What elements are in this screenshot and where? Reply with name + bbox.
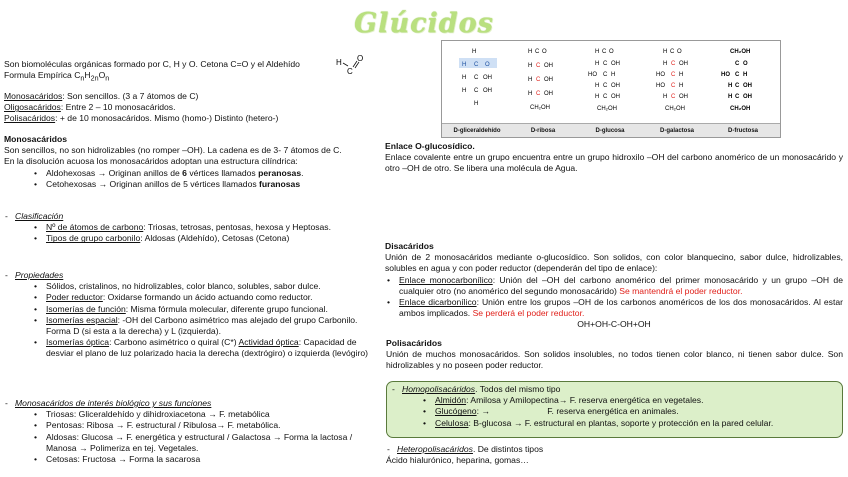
svg-text:C: C bbox=[735, 94, 740, 100]
svg-text:OH: OH bbox=[743, 83, 752, 89]
hetero-examples: Ácido hialurónico, heparina, gomas… bbox=[386, 455, 529, 466]
svg-text:C: C bbox=[474, 75, 479, 81]
svg-text:C: C bbox=[671, 94, 676, 100]
homo-item: • Almidón: Amilosa y Amilopectina→ F. reserva energética en vegetales. bbox=[421, 395, 836, 406]
mono-section bbox=[4, 134, 372, 190]
props-item: • Sólidos, cristalinos, no hidrolizables, color blanco, solubles, sabor dulce. bbox=[32, 281, 372, 292]
svg-text:H: H bbox=[663, 49, 668, 55]
svg-text:H: H bbox=[462, 62, 467, 68]
svg-text:C: C bbox=[602, 49, 607, 55]
svg-text:C: C bbox=[671, 83, 676, 89]
page-title: Glúcidos bbox=[354, 8, 494, 39]
mono-heading: Monosacáridos bbox=[4, 134, 68, 144]
svg-text:O: O bbox=[542, 49, 547, 55]
svg-text:HO: HO bbox=[721, 72, 730, 78]
svg-text:OH: OH bbox=[611, 83, 620, 89]
aldohexosas-item: • Aldohexosas → Originan anillos de 6 vértices llamados peranosas. bbox=[32, 168, 372, 179]
svg-text:OH: OH bbox=[483, 88, 492, 94]
aldehyde-c: C bbox=[347, 67, 353, 76]
svg-text:H: H bbox=[728, 83, 733, 89]
svg-text:C: C bbox=[535, 49, 540, 55]
svg-text:OH: OH bbox=[544, 77, 553, 83]
cetohexosas-item: • Cetohexosas → Originan anillos de 5 vértices llamados furanosas bbox=[32, 179, 372, 190]
svg-text:C: C bbox=[474, 88, 479, 94]
polisac-section bbox=[386, 338, 843, 372]
label-fructosa: D-fructosa bbox=[727, 128, 758, 135]
structures-drawing bbox=[442, 41, 780, 123]
formula-line: Formula Empírica $C_nH_{2n}O_n$ bbox=[4, 70, 110, 83]
svg-text:O: O bbox=[485, 62, 490, 68]
svg-text:H: H bbox=[595, 49, 600, 55]
clasificacion bbox=[4, 211, 372, 245]
class-item: Polisacáridos: + de 10 monosacáridos. Mismo (homo-) Distinto (hetero-) bbox=[4, 113, 279, 124]
hetero-heading: Heteropolisacáridos bbox=[397, 444, 473, 454]
interest-item: • Cetosas: Fructosa → Forma la sacarosa bbox=[32, 454, 372, 465]
polisac-text: Unión de muchos monosacáridos. Son solidos insolubles, no todos tienen color blanco, ni tienen sabor dulce. Son hidrolizables y no poseen poder reductor. bbox=[386, 349, 843, 371]
aldehyde-icon bbox=[333, 52, 367, 78]
svg-text:H: H bbox=[462, 88, 467, 94]
svg-text:H: H bbox=[528, 91, 533, 97]
intro bbox=[4, 59, 372, 84]
svg-text:O: O bbox=[743, 61, 748, 67]
svg-text:H: H bbox=[472, 49, 477, 55]
svg-text:H: H bbox=[528, 77, 533, 83]
svg-text:C: C bbox=[603, 61, 608, 67]
svg-text:H: H bbox=[663, 94, 668, 100]
svg-text:CH₂OH: CH₂OH bbox=[530, 105, 550, 111]
svg-text:C: C bbox=[603, 72, 608, 78]
interest-item: • Triosas: Gliceraldehído y dihidroxiacetona → F. metabólica bbox=[32, 409, 372, 420]
glucosa-structure bbox=[588, 49, 620, 112]
svg-text:OH: OH bbox=[679, 61, 688, 67]
homopolisacaridos-box: - Homopolisacáridos. Todos del mismo tipo • Almidón: Amilosa y Amilopectina→ F. reserva energética en vegetales. • Glucógeno: → F. reserva energética en animales. • Celulosa: B-glucosa → F. estructural en plantas, soporte y protección en la pared celular. bbox=[386, 381, 843, 438]
svg-text:C: C bbox=[735, 72, 740, 78]
svg-text:OH: OH bbox=[483, 75, 492, 81]
svg-text:C: C bbox=[603, 94, 608, 100]
interest-item: • Aldosas: Glucosa → F. energética y estructural / Galactosa → Forma la lactosa / Manosa → Polimeriza en tej. Vegetales. bbox=[32, 432, 372, 454]
svg-text:OH: OH bbox=[611, 61, 620, 67]
dicarbonilico-item: • Enlace dicarbonílico: Unión entre los grupos –OH de los carbonos anoméricos de los dos monosacáridos. Al estar ambos implicados. Se perderá el poder reductor. bbox=[385, 297, 843, 319]
svg-text:H: H bbox=[528, 49, 533, 55]
svg-text:HO: HO bbox=[656, 72, 665, 78]
fructosa-structure bbox=[721, 49, 752, 112]
polisac-heading: Polisacáridos bbox=[386, 338, 442, 348]
svg-text:OH: OH bbox=[679, 94, 688, 100]
clasificacion-heading: Clasificación bbox=[15, 211, 64, 221]
enlace-heading: Enlace O-glucosídico. bbox=[385, 141, 475, 151]
homo-item: • Glucógeno: → F. reserva energética en animales. bbox=[421, 406, 836, 417]
svg-text:H: H bbox=[663, 61, 668, 67]
svg-text:O: O bbox=[609, 49, 614, 55]
svg-text:C: C bbox=[603, 83, 608, 89]
svg-text:HO: HO bbox=[656, 83, 665, 89]
label-glucosa: D-glucosa bbox=[595, 128, 625, 135]
svg-text:C: C bbox=[671, 61, 676, 67]
props-item: • Isomerías óptica: Carbono asimétrico o quiral (C*) Actividad óptica: Capacidad de desviar el plano de luz polarizado hacia la derecha (dextrógiro) o izquierda (levógiro) bbox=[32, 337, 372, 359]
svg-text:H: H bbox=[679, 72, 684, 78]
svg-text:OH: OH bbox=[743, 94, 752, 100]
monosaccharide-figure bbox=[441, 40, 781, 138]
svg-text:H: H bbox=[474, 101, 479, 107]
enlace-text: Enlace covalente entre un grupo encuentra entre un grupo hidroxilo –OH del carbono anomérico de un monosacárido y otro –OH de otro. Se libera una molécula de Agua. bbox=[385, 152, 843, 174]
svg-text:C: C bbox=[536, 91, 541, 97]
homo-heading: Homopolisacáridos bbox=[402, 384, 476, 394]
classes-list bbox=[4, 91, 372, 125]
monocarbonilico-item: • Enlace monocarbonílico: Unión del –OH del carbono anomérico del primer monosacárido y un grupo –OH de cualquier otro (no anomérico del segundo monosacárido) Se mantendrá el poder reductor. bbox=[385, 275, 843, 297]
propiedades bbox=[4, 270, 372, 359]
props-item: • Isomerías de función: Misma fórmula molecular, diferente grupo funcional. bbox=[32, 304, 372, 315]
svg-text:C: C bbox=[536, 77, 541, 83]
svg-text:H: H bbox=[743, 72, 748, 78]
disac-text: Unión de 2 monosacáridos mediante o-glucosídico. Son solidos, con color blanquecino, sabor dulce, hidrolizables, solubles en agua y con poder reductor (dependerán del tipo de enlace): bbox=[385, 252, 843, 274]
label-gliceraldehido: D-gliceraldehído bbox=[453, 128, 501, 135]
propiedades-heading: Propiedades bbox=[15, 270, 64, 280]
hetero-section: - Heteropolisacáridos. De distintos tipos Ácido hialurónico, heparina, gomas… bbox=[386, 444, 843, 466]
disac-heading: Disacáridos bbox=[385, 241, 434, 251]
svg-text:O: O bbox=[677, 49, 682, 55]
svg-text:C: C bbox=[735, 83, 740, 89]
gliceraldehido-structure bbox=[459, 49, 497, 107]
reaction-formula: OH+OH-C-OH+OH bbox=[577, 319, 651, 330]
svg-text:C: C bbox=[670, 49, 675, 55]
svg-text:OH: OH bbox=[544, 91, 553, 97]
svg-text:CH₂OH: CH₂OH bbox=[665, 106, 685, 112]
clasif-item: • Tipos de grupo carbonilo: Aldosas (Aldehído), Cetosas (Cetona) bbox=[32, 233, 372, 244]
svg-text:CH₂OH: CH₂OH bbox=[597, 106, 617, 112]
svg-text:H: H bbox=[595, 83, 600, 89]
aldehyde-h: H bbox=[336, 58, 342, 67]
homo-item: • Celulosa: B-glucosa → F. estructural en plantas, soporte y protección en la pared celular. bbox=[421, 418, 836, 429]
svg-text:H: H bbox=[528, 63, 533, 69]
mono-dissolution: En la disolución acuosa los monosacáridos adoptan una estructura cilíndrica: bbox=[4, 156, 298, 167]
mono-desc: Son sencillos, no son hidrolizables (no romper –OH). La cadena es de 3- 7 átomos de C. bbox=[4, 145, 342, 156]
enlace-section bbox=[385, 141, 843, 175]
svg-text:CH₂OH: CH₂OH bbox=[730, 106, 751, 112]
svg-text:C: C bbox=[735, 61, 740, 67]
svg-text:H: H bbox=[595, 61, 600, 67]
svg-text:H: H bbox=[728, 94, 733, 100]
disac-section bbox=[385, 241, 843, 330]
interest bbox=[4, 398, 372, 465]
galactosa-structure bbox=[656, 49, 688, 112]
interest-item: • Pentosas: Ribosa → F. estructural / Ribulosa→ F. metabólica. bbox=[32, 420, 372, 431]
svg-text:OH: OH bbox=[544, 63, 553, 69]
props-item: • Isomerías espacial: -OH del Carbono asimétrico mas alejado del grupo Carbonilo. Forma D (si esta a la derecha) y L (izquierda). bbox=[32, 315, 372, 337]
svg-text:C: C bbox=[671, 72, 676, 78]
label-galactosa: D-galactosa bbox=[659, 128, 694, 135]
svg-text:C: C bbox=[474, 62, 479, 68]
aldehyde-o: O bbox=[357, 54, 364, 63]
svg-text:H: H bbox=[462, 75, 467, 81]
svg-text:H: H bbox=[611, 72, 616, 78]
svg-text:OH: OH bbox=[611, 94, 620, 100]
ribosa-structure bbox=[528, 49, 553, 111]
svg-text:CH₂OH: CH₂OH bbox=[730, 49, 751, 55]
intro-line: Son biomoléculas orgánicas formado por C, H y O. Cetona C=O y el Aldehído bbox=[4, 59, 300, 69]
svg-text:C: C bbox=[536, 63, 541, 69]
interest-heading: Monosacáridos de interés biológico y sus funciones bbox=[15, 398, 212, 408]
figure-label-bar bbox=[442, 123, 780, 137]
props-item: • Poder reductor: Oxidarse formando un ácido actuando como reductor. bbox=[32, 292, 372, 303]
clasif-item: • Nº de átomos de carbono: Triosas, tetrosas, pentosas, hexosa y Heptosas. bbox=[32, 222, 372, 233]
svg-text:H: H bbox=[679, 83, 684, 89]
class-item: Oligosacáridos: Entre 2 – 10 monosacáridos. bbox=[4, 102, 176, 113]
svg-text:H: H bbox=[595, 94, 600, 100]
label-ribosa: D-ribosa bbox=[530, 128, 556, 135]
class-item: Monosacáridos: Son sencillos. (3 a 7 átomos de C) bbox=[4, 91, 199, 101]
svg-text:HO: HO bbox=[588, 72, 597, 78]
